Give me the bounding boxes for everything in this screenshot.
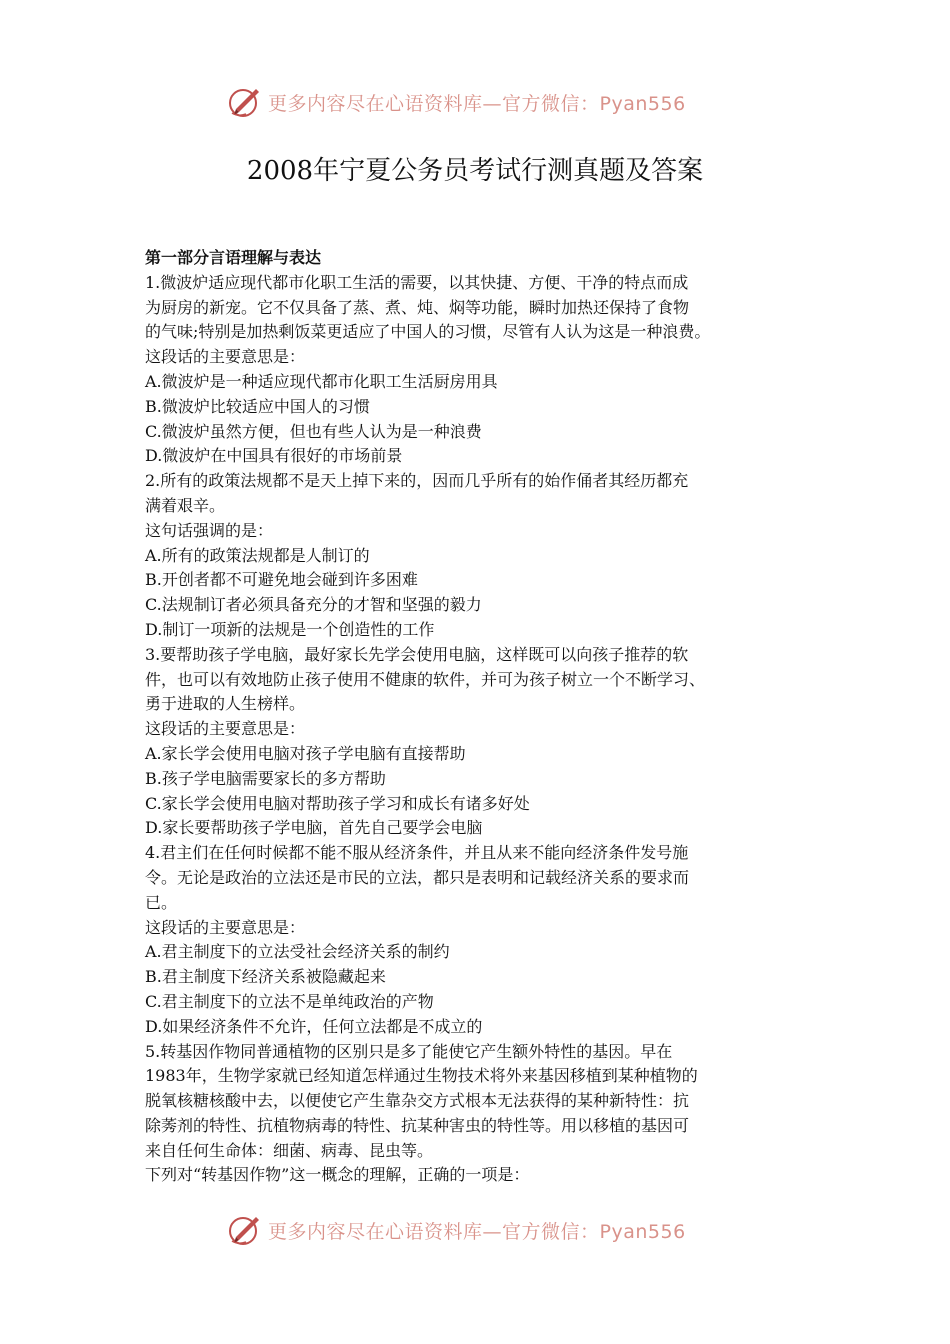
- text-line: 4.君主们在任何时候都不能不服从经济条件，并且从来不能向经济条件发号施: [145, 843, 689, 863]
- text-line: A.微波炉是一种适应现代都市化职工生活厨房用具: [145, 371, 498, 391]
- text-line: B.开创者都不可避免地会碰到许多困难: [145, 570, 418, 590]
- question-lines: [145, 271, 815, 1188]
- text-line: 3.要帮助孩子学电脑，最好家长先学会使用电脑，这样既可以向孩子推荐的软: [145, 644, 689, 664]
- text-line: C.法规制订者必须具备充分的才智和坚强的毅力: [145, 595, 482, 615]
- text-line: 2.所有的政策法规都不是天上掉下来的，因而几乎所有的始作俑者其经历都充: [145, 471, 689, 491]
- text-line: 下列对“转基因作物”这一概念的理解，正确的一项是：: [145, 1165, 530, 1185]
- watermark-text: 更多内容尽在心语资料库—官方微信：Pyan556: [268, 92, 686, 115]
- text-line: 令。无论是政治的立法还是市民的立法，都只是表明和记载经济关系的要求而: [145, 867, 690, 887]
- text-line: 件，也可以有效地防止孩子使用不健康的软件，并可为孩子树立一个不断学习、: [145, 669, 706, 689]
- text-line: D.家长要帮助孩子学电脑，首先自己要学会电脑: [145, 818, 483, 838]
- text-line: D.如果经济条件不允许，任何立法都是不成立的: [145, 1016, 483, 1036]
- text-line: 除莠剂的特性、抗植物病毒的特性、抗某种害虫的特性等。用以移植的基因可: [145, 1115, 690, 1135]
- text-line: 脱氧核糖核酸中去，以便使它产生靠杂交方式根本无法获得的某种新特性：抗: [145, 1091, 690, 1111]
- text-line: 已。: [145, 892, 178, 912]
- section-title: 第一部分言语理解与表达: [145, 248, 322, 267]
- text-line: B.微波炉比较适应中国人的习惯: [145, 396, 370, 416]
- text-line: A.君主制度下的立法受社会经济关系的制约: [145, 942, 450, 962]
- text-line: 5.转基因作物同普通植物的区别只是多了能使它产生额外特性的基因。早在: [145, 1041, 673, 1061]
- text-line: 满着艰辛。: [145, 495, 226, 515]
- text-line: D.微波炉在中国具有很好的市场前景: [145, 446, 403, 466]
- pen-logo-icon: [226, 83, 264, 121]
- text-line: 勇于进取的人生榜样。: [145, 694, 306, 714]
- text-line: 1983年，生物学家就已经知道怎样通过生物技术将外来基因移植到某种植物的: [145, 1066, 698, 1086]
- text-line: 这段话的主要意思是：: [145, 719, 306, 739]
- text-line: C.君主制度下的立法不是单纯政治的产物: [145, 991, 434, 1011]
- document-body: [145, 246, 815, 1188]
- footer-watermark-banner: [0, 1210, 950, 1250]
- text-line: 来自任何生命体：细菌、病毒、昆虫等。: [145, 1140, 434, 1160]
- text-line: C.微波炉虽然方便，但也有些人认为是一种浪费: [145, 421, 482, 441]
- text-line: 的气味;特别是加热剩饭菜更适应了中国人的习惯，尽管有人认为这是一种浪费。: [145, 322, 711, 342]
- text-line: 这句话强调的是：: [145, 520, 274, 540]
- page-title: 2008年宁夏公务员考试行测真题及答案: [246, 156, 704, 186]
- text-line: 1.微波炉适应现代都市化职工生活的需要，以其快捷、方便、干净的特点而成: [145, 272, 689, 292]
- text-line: 为厨房的新宠。它不仅具备了蒸、煮、炖、焖等功能，瞬时加热还保持了食物: [145, 297, 690, 317]
- pen-logo-icon: [226, 1211, 264, 1249]
- text-line: B.孩子学电脑需要家长的多方帮助: [145, 768, 386, 788]
- text-line: A.家长学会使用电脑对孩子学电脑有直接帮助: [145, 743, 466, 763]
- header-watermark-banner: [0, 82, 950, 122]
- watermark-text: 更多内容尽在心语资料库—官方微信：Pyan556: [268, 1220, 686, 1243]
- text-line: 这段话的主要意思是：: [145, 347, 306, 367]
- text-line: A.所有的政策法规都是人制订的: [145, 545, 370, 565]
- text-line: D.制订一项新的法规是一个创造性的工作: [145, 619, 435, 639]
- text-line: B.君主制度下经济关系被隐藏起来: [145, 967, 386, 987]
- text-line: 这段话的主要意思是：: [145, 917, 306, 937]
- text-line: C.家长学会使用电脑对帮助孩子学习和成长有诸多好处: [145, 793, 530, 813]
